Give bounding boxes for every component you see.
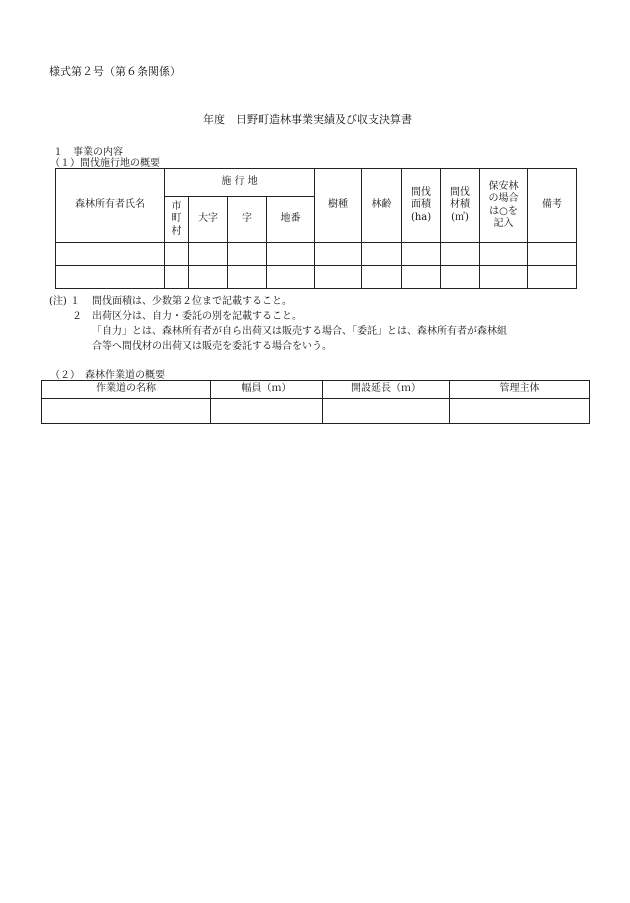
work-road-table	[41, 380, 590, 424]
cell[interactable]	[267, 266, 315, 289]
cell[interactable]	[528, 243, 577, 266]
cell[interactable]	[189, 243, 228, 266]
cell[interactable]	[228, 266, 267, 289]
header-age: 林齢	[362, 169, 402, 243]
header-thinning-volume-line: 間伐	[450, 186, 471, 198]
header-manager: 管理主体	[450, 381, 590, 399]
header-protection-line: の場合	[488, 193, 519, 204]
cell[interactable]	[165, 243, 189, 266]
cell[interactable]	[528, 266, 577, 289]
header-length: 開設延長（ｍ）	[323, 381, 450, 399]
header-thinning-volume	[441, 169, 480, 243]
cell[interactable]	[441, 243, 480, 266]
section-2-heading: （２） 森林作業道の概要	[50, 370, 165, 381]
note-text: 出荷区分は、自力・委託の別を記載すること。	[92, 311, 302, 322]
header-municipality-line: 町	[171, 213, 182, 225]
cell[interactable]	[189, 266, 228, 289]
cell[interactable]	[480, 266, 528, 289]
header-width: 幅員（ｍ）	[211, 381, 323, 399]
header-remarks: 備考	[528, 169, 577, 243]
cell[interactable]	[267, 243, 315, 266]
cell[interactable]	[42, 399, 211, 424]
section-1-heading: １ 事業の内容	[53, 147, 123, 158]
header-municipality-line: 市	[171, 200, 182, 212]
cell[interactable]	[56, 266, 165, 289]
table-row	[56, 243, 577, 266]
header-thinning-area-line: 面積	[411, 199, 432, 211]
cell[interactable]	[441, 266, 480, 289]
cell[interactable]	[480, 243, 528, 266]
header-thinning-area-line: 間伐	[411, 186, 432, 198]
cell[interactable]	[56, 243, 165, 266]
header-species: 樹種	[315, 169, 362, 243]
note-text: 「自力」とは、森林所有者が自ら出荷又は販売する場合、「委託」とは、森林所有者が森林組	[92, 326, 507, 337]
header-thinning-volume-line: (㎥)	[451, 211, 469, 223]
cell[interactable]	[315, 266, 362, 289]
cell[interactable]	[228, 243, 267, 266]
cell[interactable]	[165, 266, 189, 289]
cell[interactable]	[402, 243, 441, 266]
header-aza: 字	[228, 197, 267, 243]
note-prefix: (注) １	[49, 296, 80, 307]
header-thinning-volume-line: 材積	[450, 199, 471, 211]
form-number: 様式第２号（第６条関係）	[49, 65, 181, 78]
cell[interactable]	[362, 266, 402, 289]
table-row	[42, 399, 590, 424]
cell[interactable]	[323, 399, 450, 424]
header-lot: 地番	[267, 197, 315, 243]
header-oaza: 大字	[189, 197, 228, 243]
header-municipality	[165, 197, 189, 243]
cell[interactable]	[315, 243, 362, 266]
note-number: ２	[72, 311, 82, 322]
table-row	[56, 266, 577, 289]
note-text: 合等へ間伐材の出荷又は販売を委託する場合をいう。	[92, 341, 332, 352]
cell[interactable]	[450, 399, 590, 424]
thinning-site-table	[55, 168, 577, 289]
header-thinning-area	[402, 169, 441, 243]
cell[interactable]	[402, 266, 441, 289]
header-municipality-line: 村	[171, 225, 182, 237]
header-owner-name: 森林所有者氏名	[56, 169, 165, 243]
header-protection-line: は○を	[489, 205, 518, 217]
cell[interactable]	[211, 399, 323, 424]
document-title: 年度 日野町造林事業実績及び収支決算書	[203, 113, 412, 126]
header-protection-line: 記入	[493, 218, 514, 229]
note-text: 間伐面積は、少数第２位まで記載すること。	[92, 296, 292, 307]
header-road-name: 作業道の名称	[42, 381, 211, 399]
header-protection-line: 保安林	[488, 180, 519, 192]
header-site: 施 行 地	[165, 169, 315, 197]
header-thinning-area-line: (ha)	[410, 211, 432, 223]
section-1-1-heading: （１）間伐施行地の概要	[50, 158, 160, 169]
header-protection-forest	[480, 169, 528, 243]
cell[interactable]	[362, 243, 402, 266]
